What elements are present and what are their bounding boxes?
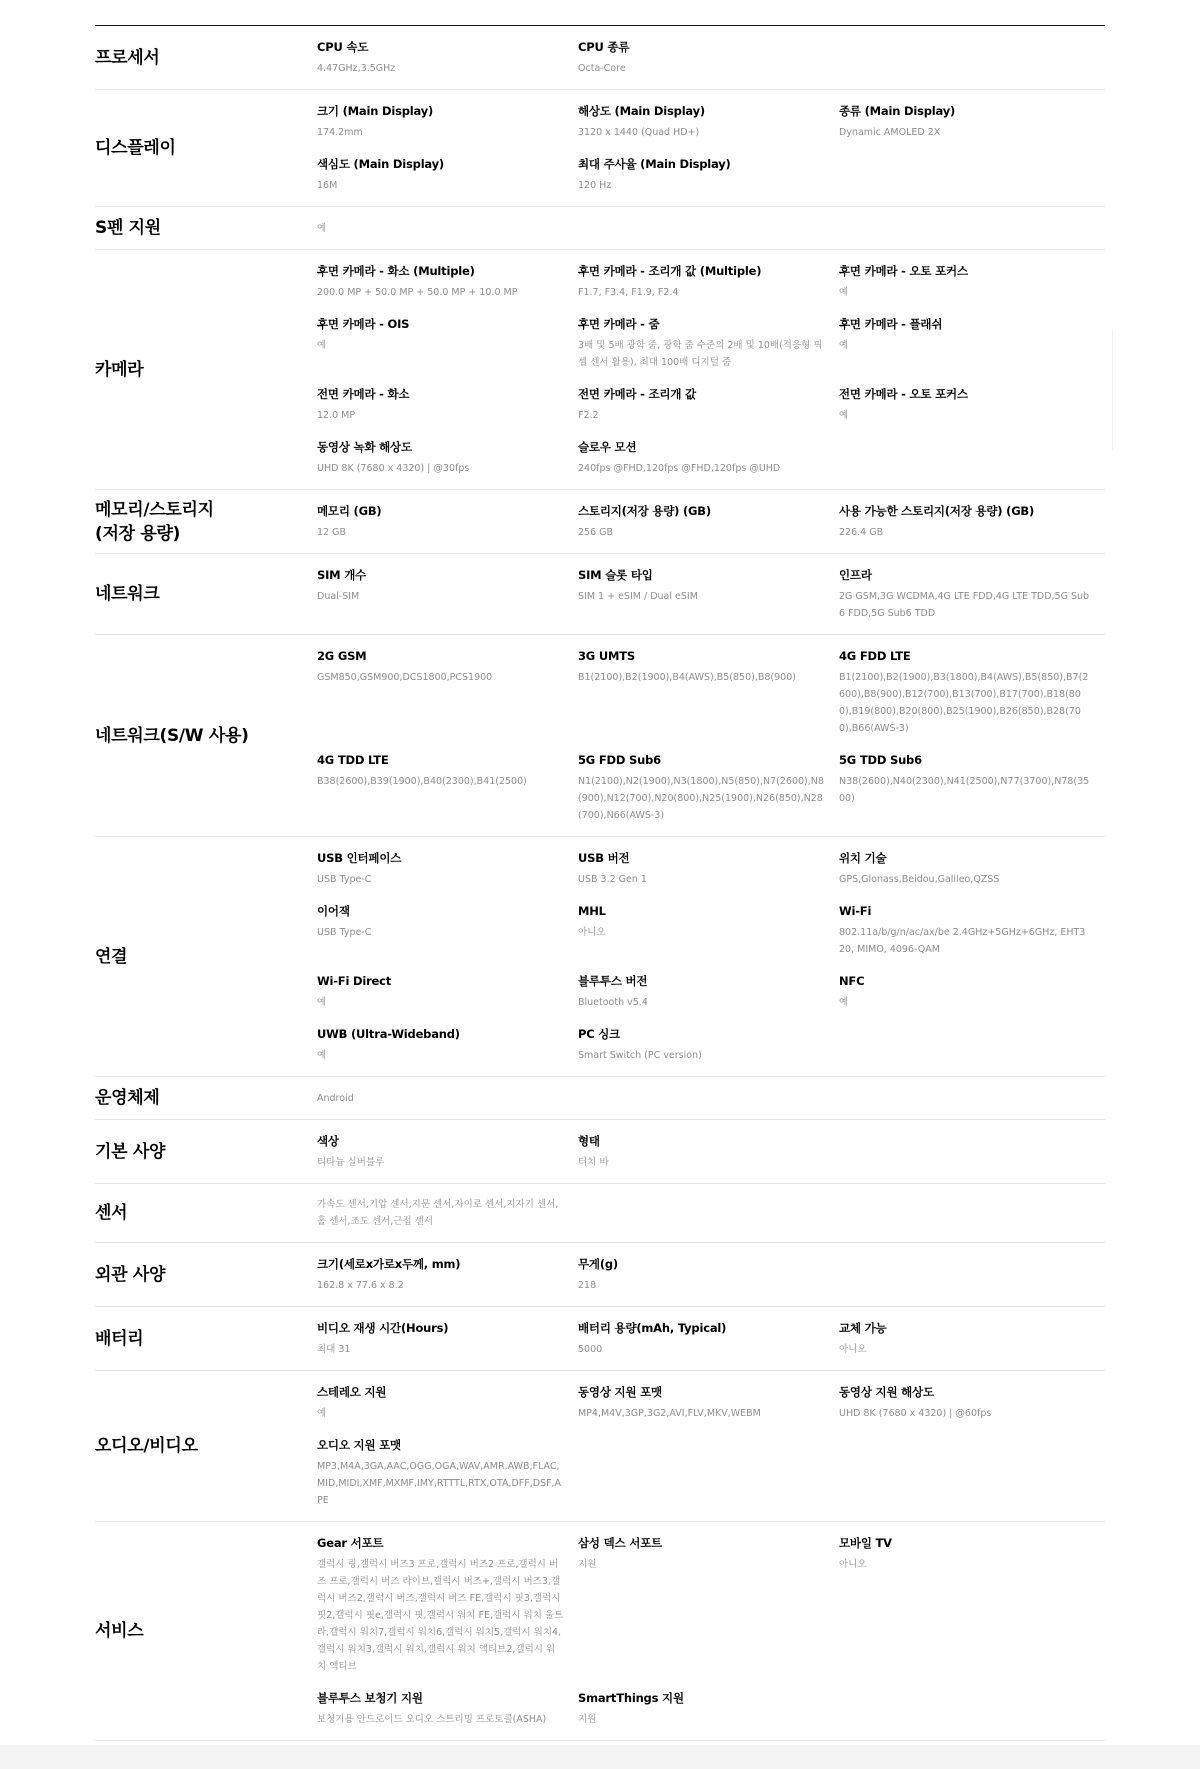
- spec-grid: [317, 1371, 1105, 1521]
- spec-value: 지원: [578, 1559, 597, 1570]
- spec-label: 5G FDD Sub6: [578, 753, 661, 767]
- spec-value: Bluetooth v5.4: [578, 997, 648, 1008]
- spec-value: 예: [317, 1050, 327, 1061]
- spec-value: Dual-SIM: [317, 591, 360, 602]
- spec-grid: [317, 90, 1105, 206]
- spec-value: GSM850,GSM900,DCS1800,PCS1900: [317, 672, 493, 683]
- spec-grid: [317, 554, 1105, 634]
- spec-label: SmartThings 지원: [578, 1691, 684, 1705]
- spec-value: 예: [317, 1408, 327, 1419]
- spec-item: [578, 38, 839, 77]
- spec-value: 보청기용 안드로이드 오디오 스트리밍 프로토콜(ASHA): [317, 1714, 547, 1725]
- spec-item: [317, 1025, 578, 1064]
- spec-section: [95, 1522, 1105, 1741]
- spec-item: [839, 262, 1105, 301]
- spec-label: 후면 카메라 - 플래쉬: [839, 317, 943, 331]
- spec-section: [95, 837, 1105, 1077]
- spec-label: SIM 개수: [317, 568, 367, 582]
- spec-item: [317, 902, 578, 958]
- spec-section: [95, 1371, 1105, 1522]
- spec-value: SIM 1 + eSIM / Dual eSIM: [578, 591, 698, 602]
- spec-label: 모바일 TV: [839, 1536, 892, 1550]
- spec-label: 전면 카메라 - 화소: [317, 387, 410, 401]
- spec-value: F2.2: [578, 410, 599, 421]
- spec-value: 240fps @FHD,120fps @FHD,120fps @UHD: [578, 463, 781, 474]
- spec-item: [839, 751, 1105, 824]
- spec-label: 이어잭: [317, 904, 350, 918]
- spec-label: USB 버전: [578, 851, 630, 865]
- spec-label: 크기(세로x가로x두께, mm): [317, 1257, 461, 1271]
- spec-label: 종류 (Main Display): [839, 104, 956, 118]
- spec-grid: [317, 1184, 1105, 1242]
- spec-item: [317, 1090, 578, 1107]
- spec-label: SIM 슬롯 타입: [578, 568, 653, 582]
- spec-value: UHD 8K (7680 x 4320) | @30fps: [317, 463, 470, 474]
- spec-item: [578, 1132, 839, 1171]
- spec-value: 120 Hz: [578, 180, 612, 191]
- spec-grid: [317, 1307, 1105, 1370]
- spec-item: [317, 102, 578, 141]
- spec-label: Wi-Fi: [839, 904, 872, 918]
- spec-item: [317, 1319, 578, 1358]
- spec-label: 메모리 (GB): [317, 504, 382, 518]
- spec-item: [317, 1255, 578, 1294]
- spec-value: 예: [839, 340, 849, 351]
- spec-item: [317, 1196, 578, 1230]
- spec-value: 아니오: [578, 927, 606, 938]
- spec-label: 블루투스 보청기 지원: [317, 1691, 423, 1705]
- spec-label: 색심도 (Main Display): [317, 157, 444, 171]
- spec-label: MHL: [578, 904, 606, 918]
- spec-label: 동영상 지원 해상도: [839, 1385, 934, 1399]
- spec-item: [317, 502, 578, 541]
- spec-value: 예: [317, 340, 327, 351]
- spec-label: 4G FDD LTE: [839, 649, 911, 663]
- spec-item: [317, 1132, 578, 1171]
- spec-item: [317, 647, 578, 737]
- spec-item: [839, 647, 1105, 737]
- section-title: 연결: [95, 946, 128, 967]
- spec-item: [317, 38, 578, 77]
- spec-value: 256 GB: [578, 527, 614, 538]
- spec-value: 아니오: [839, 1344, 867, 1355]
- spec-grid: [317, 250, 1105, 489]
- spec-label: 2G GSM: [317, 649, 367, 663]
- spec-section: [95, 90, 1105, 207]
- spec-label: NFC: [839, 974, 865, 988]
- spec-label: 스토리지(저장 용량) (GB): [578, 504, 711, 518]
- spec-item: [578, 902, 839, 958]
- spec-item: [317, 385, 578, 424]
- spec-item: [839, 566, 1105, 622]
- spec-label: 해상도 (Main Display): [578, 104, 705, 118]
- spec-item: [839, 385, 1105, 424]
- spec-label: 후면 카메라 - 화소 (Multiple): [317, 264, 475, 278]
- spec-item: [317, 1689, 578, 1728]
- spec-section: [95, 1120, 1105, 1184]
- spec-label: 후면 카메라 - OIS: [317, 317, 410, 331]
- spec-value: F1.7, F3.4, F1.9, F2.4: [578, 287, 679, 298]
- spec-label: 최대 주사율 (Main Display): [578, 157, 731, 171]
- spec-value: 16M: [317, 180, 338, 191]
- spec-label: 후면 카메라 - 조리개 값 (Multiple): [578, 264, 762, 278]
- spec-value: 아니오: [839, 1559, 867, 1570]
- spec-item: [578, 102, 839, 141]
- section-title: 센서: [95, 1203, 128, 1223]
- spec-label: 위치 기술: [839, 851, 887, 865]
- spec-item: [317, 849, 578, 888]
- spec-value: 예: [839, 410, 849, 421]
- spec-label: UWB (Ultra-Wideband): [317, 1027, 460, 1041]
- spec-item: [839, 849, 1105, 888]
- spec-value: MP3,M4A,3GA,AAC,OGG,OGA,WAV,AMR,AWB,FLAC,MID,MIDI,XMF,MXMF,IMY,RTTTL,RTX,OTA,DFF,DSF,APE: [317, 1461, 562, 1506]
- section-title: 카메라: [95, 359, 144, 380]
- spec-label: 교체 가능: [839, 1321, 887, 1335]
- spec-value: Dynamic AMOLED 2X: [839, 127, 941, 138]
- spec-label: 전면 카메라 - 조리개 값: [578, 387, 696, 401]
- spec-label: 3G UMTS: [578, 649, 635, 663]
- spec-section: [95, 635, 1105, 837]
- spec-value: 12.0 MP: [317, 410, 356, 421]
- spec-item: [839, 902, 1105, 958]
- spec-item: [578, 849, 839, 888]
- spec-label: 사용 가능한 스토리지(저장 용량) (GB): [839, 504, 1035, 518]
- spec-value: 162.8 x 77.6 x 8.2: [317, 1280, 404, 1291]
- spec-label: PC 싱크: [578, 1027, 621, 1041]
- spec-value: 12 GB: [317, 527, 346, 538]
- spec-section: [95, 26, 1105, 90]
- spec-label: 오디오 지원 포맷: [317, 1438, 401, 1452]
- section-title: 네트워크(S/W 사용): [95, 725, 249, 746]
- spec-item: [317, 438, 578, 477]
- spec-item: [578, 315, 839, 371]
- spec-item: [578, 1319, 839, 1358]
- spec-label: 후면 카메라 - 오토 포커스: [839, 264, 968, 278]
- spec-value: B1(2100),B2(1900),B3(1800),B4(AWS),B5(850),B7(2600),B8(900),B12(700),B13(700),B17(700),B18(800),B19(800),B20(800),B25(1900),B26(850),B28(700),B66(AWS-3): [839, 672, 1089, 734]
- spec-grid: [317, 837, 1105, 1076]
- spec-label: 형태: [578, 1134, 600, 1148]
- spec-value: Octa-Core: [578, 63, 626, 74]
- section-title: 운영체제: [95, 1088, 160, 1108]
- spec-grid: [317, 1120, 1105, 1183]
- spec-grid: [317, 490, 1105, 553]
- spec-item: [578, 1383, 839, 1422]
- spec-value: 802.11a/b/g/n/ac/ax/be 2.4GHz+5GHz+6GHz, EHT320, MIMO, 4096-QAM: [839, 927, 1086, 955]
- spec-label: 블루투스 버전: [578, 974, 648, 988]
- spec-item: [317, 1534, 578, 1675]
- section-title: 네트워크: [95, 584, 160, 604]
- spec-value: USB Type-C: [317, 874, 372, 885]
- spec-section: [95, 554, 1105, 635]
- spec-item: [578, 262, 839, 301]
- spec-grid: [317, 208, 1105, 249]
- section-title: S펜 지원: [95, 218, 161, 238]
- spec-value: 200.0 MP + 50.0 MP + 50.0 MP + 10.0 MP: [317, 287, 518, 298]
- spec-value: B38(2600),B39(1900),B40(2300),B41(2500): [317, 776, 527, 787]
- spec-value: 가속도 센서,기압 센서,지문 센서,자이로 센서,지자기 센서,홀 센서,조도 센서,근접 센서: [317, 1199, 559, 1227]
- spec-value: 2G GSM,3G WCDMA,4G LTE FDD,4G LTE TDD,5G Sub6 FDD,5G Sub6 TDD: [839, 591, 1090, 619]
- spec-label: 스테레오 지원: [317, 1385, 387, 1399]
- spec-value: 218: [578, 1280, 597, 1291]
- spec-item: [317, 972, 578, 1011]
- spec-item: [578, 1255, 839, 1294]
- spec-label: Wi-Fi Direct: [317, 974, 392, 988]
- spec-label: 비디오 재생 시간(Hours): [317, 1321, 449, 1335]
- spec-value: 4.47GHz,3.5GHz: [317, 63, 396, 74]
- spec-grid: [317, 1078, 1105, 1119]
- section-title: 디스플레이: [95, 138, 176, 158]
- spec-value: 5000: [578, 1344, 603, 1355]
- spec-item: [839, 102, 1105, 141]
- spec-value: 3배 및 5배 광학 줌, 광학 줌 수준의 2배 및 10배(적응형 픽셀 센서 활용), 최대 100배 디지털 줌: [578, 340, 823, 368]
- spec-label: 동영상 녹화 해상도: [317, 440, 412, 454]
- spec-section: [95, 1307, 1105, 1371]
- spec-item: [578, 566, 839, 622]
- spec-item: [839, 502, 1105, 541]
- spec-item: [578, 155, 839, 194]
- section-title: 기본 사양: [95, 1141, 166, 1162]
- spec-label: 4G TDD LTE: [317, 753, 389, 767]
- spec-section: [95, 250, 1105, 490]
- section-title: 메모리/스토리지 (저장 용량): [95, 499, 214, 544]
- spec-value: N1(2100),N2(1900),N3(1800),N5(850),N7(2600),N8(900),N12(700),N20(800),N25(1900),N26(850),N28(700),N66(AWS-3): [578, 776, 824, 821]
- spec-value: 226.4 GB: [839, 527, 884, 538]
- spec-value: MP4,M4V,3GP,3G2,AVI,FLV,MKV,WEBM: [578, 1408, 761, 1419]
- spec-item: [317, 566, 578, 622]
- spec-item: [578, 385, 839, 424]
- spec-label: 색상: [317, 1134, 339, 1148]
- spec-label: 후면 카메라 - 줌: [578, 317, 660, 331]
- spec-grid: [317, 635, 1105, 836]
- section-title: 프로세서: [95, 47, 160, 68]
- spec-value: 최대 31: [317, 1344, 351, 1355]
- spec-item: [578, 1689, 839, 1728]
- spec-value: 갤럭시 링,갤럭시 버즈3 프로,갤럭시 버즈2 프로,갤럭시 버즈 프로,갤럭시 버즈 라이브,갤럭시 버즈+,갤럭시 버즈3,갤럭시 버즈2,갤럭시 버즈,갤럭시 버즈 FE,갤럭시 핏3,갤럭시 핏2,갤럭시 핏e,갤럭시 핏,갤럭시 워치 FE,갤럭시 워치 울트라,갤럭시 워치7,갤럭시 워치6,갤럭시 워치5,갤럭시 워치4,갤럭시 워치3,갤럭시 워치,갤럭시 워치 액티브2,갤럭시 워치 액티브: [317, 1559, 564, 1672]
- spec-item: [317, 1436, 578, 1509]
- spec-value: Android: [317, 1092, 354, 1104]
- spec-item: [317, 155, 578, 194]
- spec-item: [839, 315, 1105, 371]
- spec-grid: [317, 26, 1105, 89]
- spec-value: Smart Switch (PC version): [578, 1050, 702, 1061]
- spec-section: [95, 1243, 1105, 1307]
- spec-label: USB 인터페이스: [317, 851, 402, 865]
- spec-grid: [317, 1522, 1105, 1740]
- spec-item: [317, 315, 578, 371]
- spec-value: N38(2600),N40(2300),N41(2500),N77(3700),N78(3500): [839, 776, 1090, 804]
- spec-label: 배터리 용량(mAh, Typical): [578, 1321, 727, 1335]
- spec-label: 슬로우 모션: [578, 440, 637, 454]
- spec-item: [578, 438, 839, 477]
- spec-value: 3120 x 1440 (Quad HD+): [578, 127, 700, 138]
- footer-band: [0, 1745, 1200, 1769]
- spec-value: 예: [317, 222, 327, 234]
- spec-item: [578, 647, 839, 737]
- spec-item: [317, 1383, 578, 1422]
- spec-section: [95, 207, 1105, 250]
- spec-item: [317, 751, 578, 824]
- spec-value: GPS,Glonass,Beidou,Galileo,QZSS: [839, 874, 1000, 885]
- spec-section: [95, 1077, 1105, 1120]
- spec-value: B1(2100),B2(1900),B4(AWS),B5(850),B8(900): [578, 672, 796, 683]
- spec-value: UHD 8K (7680 x 4320) | @60fps: [839, 1408, 992, 1419]
- spec-value: USB 3.2 Gen 1: [578, 874, 647, 885]
- spec-item: [578, 502, 839, 541]
- spec-item: [317, 262, 578, 301]
- spec-item: [839, 1534, 1105, 1675]
- spec-value: 티타늄 실버블루: [317, 1157, 385, 1168]
- spec-value: 예: [839, 997, 849, 1008]
- section-title: 오디오/비디오: [95, 1436, 198, 1456]
- section-title: 외관 사양: [95, 1264, 166, 1285]
- spec-item: [839, 1383, 1105, 1422]
- spec-value: 지원: [578, 1714, 597, 1725]
- spec-grid: [317, 1243, 1105, 1306]
- spec-item: [317, 220, 578, 237]
- spec-value: 터치 바: [578, 1157, 609, 1168]
- spec-label: 삼성 덱스 서포트: [578, 1536, 662, 1550]
- spec-item: [578, 751, 839, 824]
- spec-label: 인프라: [839, 568, 872, 582]
- spec-label: Gear 서포트: [317, 1536, 384, 1550]
- spec-value: 예: [317, 997, 327, 1008]
- spec-value: 예: [839, 287, 849, 298]
- spec-item: [839, 972, 1105, 1011]
- spec-label: CPU 종류: [578, 40, 630, 54]
- spec-value: USB Type-C: [317, 927, 372, 938]
- spec-item: [839, 1319, 1105, 1358]
- spec-table: [95, 25, 1105, 1741]
- spec-label: CPU 속도: [317, 40, 369, 54]
- spec-label: 동영상 지원 포맷: [578, 1385, 662, 1399]
- section-title: 서비스: [95, 1621, 144, 1641]
- spec-value: 174.2mm: [317, 127, 363, 138]
- spec-label: 5G TDD Sub6: [839, 753, 922, 767]
- section-title: 배터리: [95, 1328, 144, 1349]
- spec-item: [578, 972, 839, 1011]
- spec-section: [95, 490, 1105, 554]
- spec-section: [95, 1184, 1105, 1243]
- spec-item: [578, 1534, 839, 1675]
- spec-label: 전면 카메라 - 오토 포커스: [839, 387, 968, 401]
- spec-label: 무게(g): [578, 1257, 618, 1271]
- spec-label: 크기 (Main Display): [317, 104, 434, 118]
- scroll-indicator: [1112, 330, 1113, 450]
- spec-item: [578, 1025, 839, 1064]
